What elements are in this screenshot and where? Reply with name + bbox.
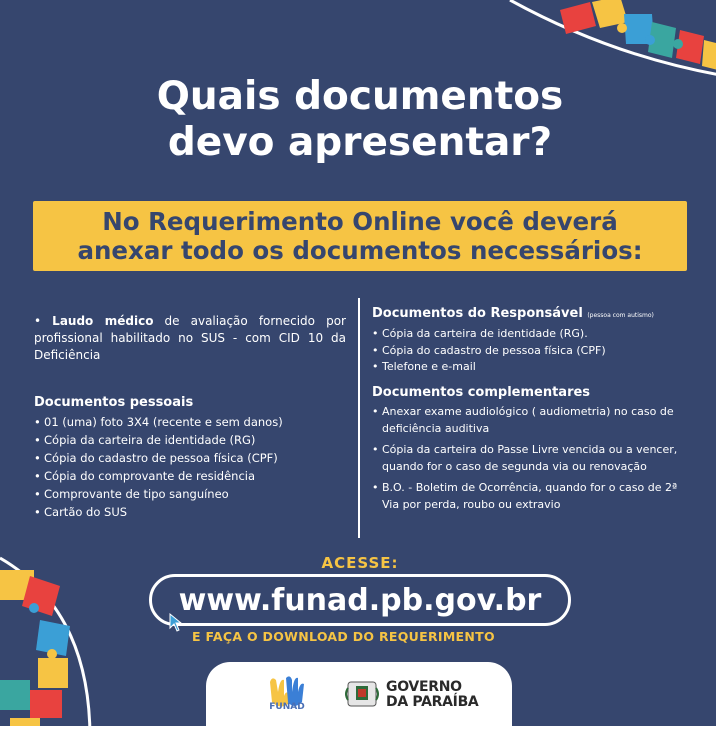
- funad-wordmark: FUNAD: [269, 702, 305, 712]
- cursor-hand-icon: [164, 612, 186, 634]
- pessoais-list: [34, 413, 346, 521]
- acesse-label: ACESSE:: [321, 554, 399, 572]
- right-column: [372, 305, 686, 513]
- gov-line-2: DA PARAÍBA: [386, 694, 479, 710]
- puzzle-ribbon-left-icon: [0, 550, 110, 738]
- list-item: • Anexar exame audiológico ( audiometria) no caso de deficiência auditiva: [372, 403, 686, 437]
- list-item: • Cópia da carteira de identidade (RG): [34, 431, 346, 449]
- column-divider: [358, 298, 360, 538]
- banner-text: [33, 207, 687, 265]
- paraiba-crest-icon: [344, 676, 380, 712]
- responsavel-title: [372, 305, 686, 324]
- list-item: • Cópia da carteira de identidade (RG).: [372, 326, 686, 343]
- headline-line-2: devo apresentar?: [167, 120, 553, 165]
- funad-hands-logo: [262, 672, 312, 720]
- banner-line-1: No Requerimento Online você deverá: [102, 207, 618, 236]
- list-item: • Cópia do cadastro de pessoa física (CPF): [372, 343, 686, 360]
- banner: [33, 201, 687, 271]
- download-instruction: E FAÇA O DOWNLOAD DO REQUERIMENTO: [192, 629, 495, 644]
- list-item: • 01 (uma) foto 3X4 (recente e sem danos): [34, 413, 346, 431]
- list-item: • Cartão do SUS: [34, 503, 346, 521]
- gov-line-1: GOVERNO: [386, 679, 462, 695]
- laudo-bold: Laudo médico: [52, 314, 154, 328]
- pessoais-title: Documentos pessoais: [34, 395, 194, 410]
- responsavel-title-text: Documentos do Responsável: [372, 306, 583, 321]
- list-item: • Cópia do comprovante de residência: [34, 467, 346, 485]
- left-column: [34, 313, 346, 521]
- responsavel-note: (pessoa com autismo): [587, 312, 654, 319]
- logo-panel: [206, 662, 512, 726]
- frame-bottom: [0, 726, 720, 738]
- laudo-rest: de avaliação fornecido por profissional habilitado no SUS - com CID 10 da Deficiência: [34, 314, 346, 362]
- complementares-list: [372, 403, 686, 513]
- frame-right: [716, 0, 720, 738]
- headline: [0, 74, 720, 166]
- list-item: • Telefone e e-mail: [372, 359, 686, 376]
- governo-paraiba-wordmark: [386, 680, 478, 710]
- list-item: • B.O. - Boletim de Ocorrência, quando for o caso de 2ª Via por perda, roubo ou extravio: [372, 479, 686, 513]
- headline-line-1: Quais documentos: [156, 74, 564, 119]
- banner-line-2: anexar todo os documentos necessários:: [77, 236, 643, 265]
- list-item: • Cópia do cadastro de pessoa física (CPF): [34, 449, 346, 467]
- list-item: • Cópia da carteira do Passe Livre vencida ou a vencer, quando for o caso de segunda via ou renovação: [372, 441, 686, 475]
- list-item: • Comprovante de tipo sanguíneo: [34, 485, 346, 503]
- laudo-paragraph: • Laudo médico de avaliação fornecido por profissional habilitado no SUS - com CID 10 da Deficiência: [34, 314, 346, 362]
- website-url[interactable]: www.funad.pb.gov.br: [178, 583, 542, 618]
- complementares-title: Documentos complementares: [372, 384, 591, 400]
- responsavel-list: [372, 326, 686, 376]
- website-link[interactable]: [149, 574, 571, 626]
